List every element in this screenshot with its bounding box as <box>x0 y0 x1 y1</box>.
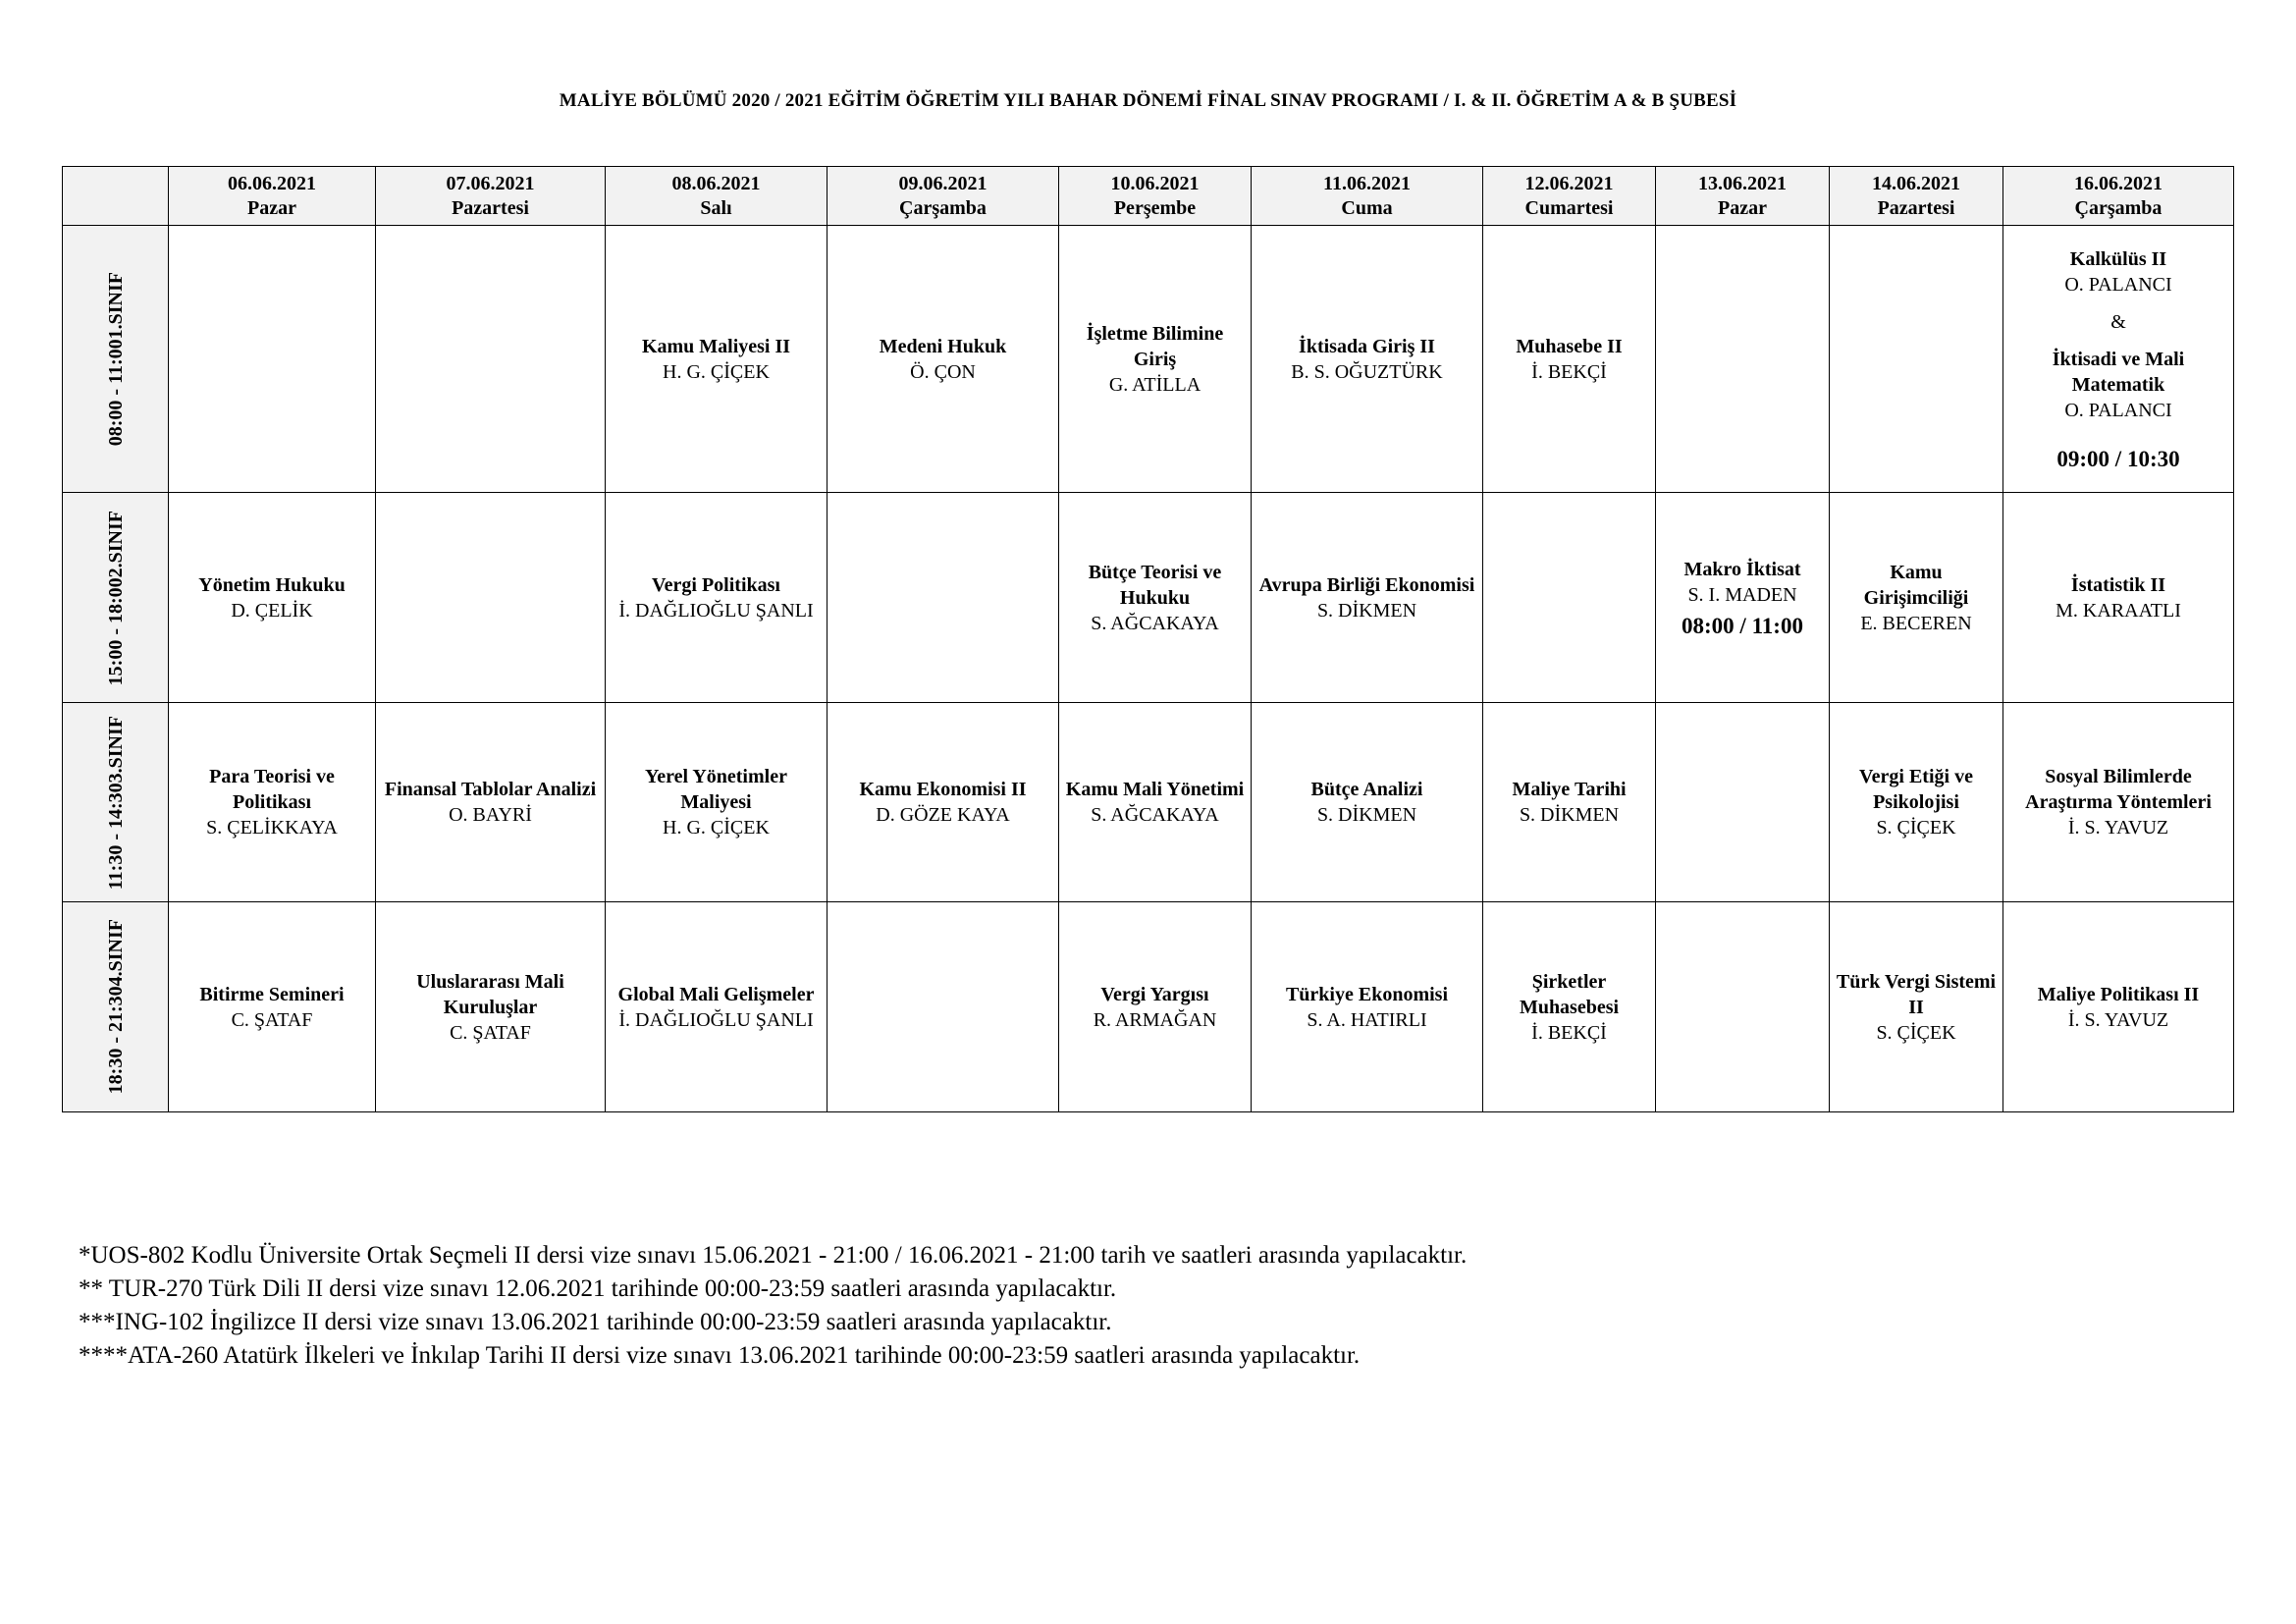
exam-cell <box>1252 902 1483 1112</box>
instructor-name: İ. S. YAVUZ <box>2067 1008 2169 1031</box>
class-row <box>63 902 2234 1112</box>
day-header: 08.06.2021 Salı <box>606 167 828 226</box>
exam-cell <box>1059 493 1252 703</box>
instructor-name: H. G. ÇİÇEK <box>663 360 770 383</box>
instructor-name: İ. BEKÇİ <box>1531 360 1607 383</box>
exam-cell-empty <box>1656 703 1830 902</box>
instructor-name: R. ARMAĞAN <box>1093 1008 1217 1031</box>
exam-cell <box>169 493 376 703</box>
course-name: Uluslararası Mali Kuruluşlar <box>416 970 564 1018</box>
exam-schedule-table <box>62 166 2234 1112</box>
exam-cell <box>169 902 376 1112</box>
course-name: Finansal Tablolar Analizi <box>384 779 597 801</box>
class-row <box>63 703 2234 902</box>
day-header: 06.06.2021 Pazar <box>169 167 376 226</box>
course-name: Global Mali Gelişmeler <box>617 983 815 1005</box>
instructor-name: S. ÇİÇEK <box>1876 817 1956 839</box>
class-row <box>63 493 2234 703</box>
course-name: Medeni Hukuk <box>879 335 1007 357</box>
exam-cell <box>376 703 606 902</box>
course-name: Para Teorisi ve Politikası <box>209 766 335 814</box>
exam-cell <box>2003 902 2234 1112</box>
exam-cell <box>828 226 1059 493</box>
day-header: 11.06.2021 Cuma <box>1252 167 1483 226</box>
instructor-name: Ö. ÇON <box>910 360 976 383</box>
instructor-name: İ. BEKÇİ <box>1531 1021 1607 1044</box>
exam-cell-empty <box>376 493 606 703</box>
exam-cell <box>1252 226 1483 493</box>
ampersand-separator: & <box>2110 310 2126 333</box>
course-name: Türk Vergi Sistemi II <box>1836 970 1997 1018</box>
course-name: Maliye Tarihi <box>1512 779 1627 801</box>
course-name: Şirketler Muhasebesi <box>1519 970 1620 1018</box>
instructor-name: D. ÇELİK <box>231 599 313 622</box>
instructor-name: O. BAYRİ <box>449 804 532 827</box>
exam-cell <box>1483 902 1656 1112</box>
footnote: ***ING-102 İngilizce II dersi vize sınavı 13.06.2021 tarihinde 00:00-23:59 saatleri arasında yapılacaktır. <box>79 1309 1112 1335</box>
instructor-name: E. BECEREN <box>1860 612 1972 634</box>
course-name: Bütçe Teorisi ve Hukuku <box>1088 561 1222 609</box>
exam-cell-empty <box>828 493 1059 703</box>
course-name: Makro İktisat <box>1683 558 1801 580</box>
exam-cell <box>1059 902 1252 1112</box>
instructor-name: S. AĞCAKAYA <box>1091 612 1219 634</box>
instructor-name: C. ŞATAF <box>231 1008 313 1031</box>
course-name: İşletme Bilimine Giriş <box>1086 322 1224 370</box>
footnote: ****ATA-260 Atatürk İlkeleri ve İnkılap Tarihi II dersi vize sınavı 13.06.2021 tarihinde 00:00-23:59 saatleri arasında yapılacaktır. <box>79 1342 1361 1369</box>
exam-cell <box>2003 226 2234 493</box>
corner-cell <box>63 167 169 226</box>
exam-cell-empty <box>828 902 1059 1112</box>
exam-time: 09:00 / 10:30 <box>2056 446 2180 471</box>
course-name: Muhasebe II <box>1516 335 1623 357</box>
exam-cell <box>1252 703 1483 902</box>
row-header: 18:30 - 21:304.SINIF <box>63 902 169 1112</box>
exam-cell <box>376 902 606 1112</box>
course-name: Vergi Yargısı <box>1100 983 1209 1005</box>
exam-cell <box>1483 226 1656 493</box>
exam-cell <box>606 703 828 902</box>
day-header: 16.06.2021 Çarşamba <box>2003 167 2234 226</box>
instructor-name: H. G. ÇİÇEK <box>663 817 770 839</box>
instructor-name: İ. DAĞLIOĞLU ŞANLI <box>618 1008 814 1031</box>
day-header: 07.06.2021 Pazartesi <box>376 167 606 226</box>
class-row <box>63 226 2234 493</box>
exam-cell-empty <box>1483 493 1656 703</box>
footnotes <box>79 1239 1467 1373</box>
instructor-name: S. ÇELİKKAYA <box>206 817 338 839</box>
instructor-name: S. I. MADEN <box>1687 583 1797 606</box>
instructor-name: İ. DAĞLIOĞLU ŞANLI <box>618 599 814 622</box>
day-header: 14.06.2021 Pazartesi <box>1830 167 2003 226</box>
header-row <box>63 167 2234 226</box>
course-name: Kamu Maliyesi II <box>641 335 791 357</box>
instructor-name: S. DİKMEN <box>1316 599 1417 622</box>
exam-cell <box>606 902 828 1112</box>
day-header: 12.06.2021 Cumartesi <box>1483 167 1656 226</box>
day-header: 10.06.2021 Perşembe <box>1059 167 1252 226</box>
instructor-name: S. DİKMEN <box>1316 804 1417 827</box>
instructor-name: S. DİKMEN <box>1519 804 1620 827</box>
page-title: MALİYE BÖLÜMÜ 2020 / 2021 EĞİTİM ÖĞRETİM YILI BAHAR DÖNEMİ FİNAL SINAV PROGRAMI / I. & II. ÖĞRETİM A & B ŞUBESİ <box>559 90 1737 111</box>
instructor-name: İ. S. YAVUZ <box>2067 817 2169 839</box>
exam-cell <box>606 226 828 493</box>
course-name: Maliye Politikası II <box>2037 983 2200 1005</box>
exam-cell-empty <box>1656 226 1830 493</box>
course-name: Vergi Politikası <box>652 573 780 596</box>
exam-cell-empty <box>1656 902 1830 1112</box>
exam-cell <box>1059 703 1252 902</box>
exam-cell <box>606 493 828 703</box>
instructor-name: S. ÇİÇEK <box>1876 1021 1956 1044</box>
exam-cell <box>1252 493 1483 703</box>
instructor-name: B. S. OĞUZTÜRK <box>1291 360 1443 383</box>
exam-cell <box>1656 493 1830 703</box>
exam-cell <box>1830 703 2003 902</box>
course-name: Kamu Girişimciliği <box>1863 561 1969 609</box>
course-name: Kamu Ekonomisi II <box>859 779 1027 801</box>
exam-cell-empty <box>1830 226 2003 493</box>
instructor-name: O. PALANCI <box>2064 399 2172 421</box>
exam-cell <box>2003 703 2234 902</box>
course-name: Kalkülüs II <box>2069 247 2167 270</box>
row-header: 11:30 - 14:303.SINIF <box>63 703 169 902</box>
instructor-name: C. ŞATAF <box>450 1021 531 1044</box>
course-name: Bütçe Analizi <box>1310 779 1423 801</box>
course-name: Sosyal Bilimlerde Araştırma Yöntemleri <box>2025 766 2212 814</box>
course-name: İktisadi ve Mali Matematik <box>2052 348 2185 396</box>
exam-cell <box>1483 703 1656 902</box>
exam-cell-empty <box>376 226 606 493</box>
course-name: Türkiye Ekonomisi <box>1285 983 1449 1005</box>
instructor-name: G. ATİLLA <box>1108 373 1201 396</box>
exam-cell <box>828 703 1059 902</box>
instructor-name: D. GÖZE KAYA <box>876 804 1010 827</box>
exam-time: 08:00 / 11:00 <box>1682 613 1803 638</box>
course-name: Yönetim Hukuku <box>198 573 346 596</box>
course-name: Kamu Mali Yönetimi <box>1065 779 1245 801</box>
row-header: 15:00 - 18:002.SINIF <box>63 493 169 703</box>
course-name: Bitirme Semineri <box>199 983 345 1005</box>
course-name: Yerel Yönetimler Maliyesi <box>645 766 787 814</box>
instructor-name: M. KARAATLI <box>2056 599 2181 622</box>
exam-cell <box>1830 902 2003 1112</box>
exam-cell <box>1830 493 2003 703</box>
exam-cell <box>2003 493 2234 703</box>
course-name: İktisada Giriş II <box>1299 335 1435 357</box>
day-header: 09.06.2021 Çarşamba <box>828 167 1059 226</box>
row-header: 08:00 - 11:001.SINIF <box>63 226 169 493</box>
footnote: ** TUR-270 Türk Dili II dersi vize sınavı 12.06.2021 tarihinde 00:00-23:59 saatleri arasında yapılacaktır. <box>79 1275 1117 1302</box>
exam-cell <box>1059 226 1252 493</box>
footnote: *UOS-802 Kodlu Üniversite Ortak Seçmeli II dersi vize sınavı 15.06.2021 - 21:00 / 16.06.2021 - 21:00 tarih ve saatleri arasında yapılacaktır. <box>79 1242 1468 1269</box>
instructor-name: S. A. HATIRLI <box>1307 1008 1427 1031</box>
instructor-name: S. AĞCAKAYA <box>1091 804 1219 827</box>
exam-cell-empty <box>169 226 376 493</box>
instructor-name: O. PALANCI <box>2064 273 2172 296</box>
course-name: Vergi Etiği ve Psikolojisi <box>1859 766 1973 814</box>
course-name: İstatistik II <box>2070 573 2166 596</box>
day-header: 13.06.2021 Pazar <box>1656 167 1830 226</box>
course-name: Avrupa Birliği Ekonomisi <box>1258 573 1475 596</box>
exam-cell <box>169 703 376 902</box>
